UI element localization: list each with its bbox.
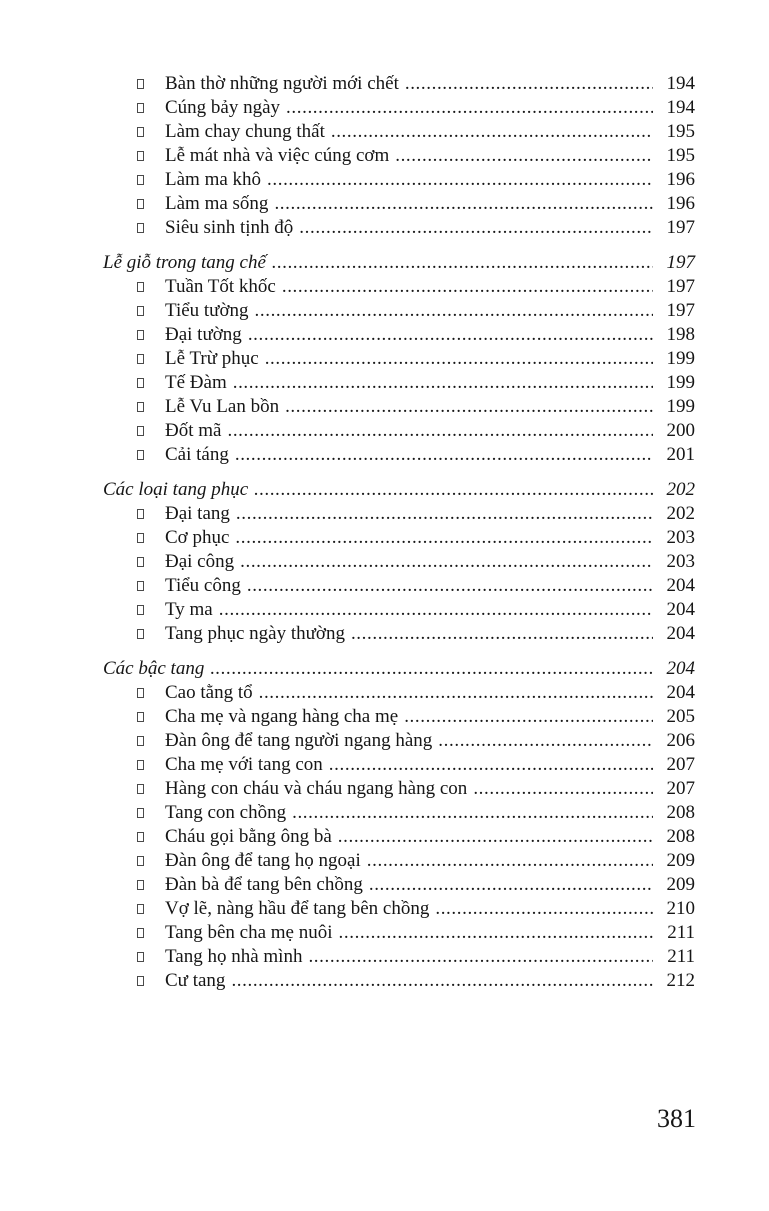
toc-item-row: [103, 921, 695, 945]
toc-item-label: Đàn bà để tang bên chồng: [165, 874, 363, 895]
toc-section-page-number: 197: [666, 252, 695, 273]
toc-item-page-number: 209: [666, 874, 695, 895]
toc-item-row: [103, 395, 695, 419]
toc-item-label: Cúng bảy ngày: [165, 97, 281, 118]
dot-leader: [405, 72, 653, 96]
toc-item-row: [103, 192, 695, 216]
toc-item-label: Đại tang: [165, 503, 230, 524]
toc-item-page-number: 198: [666, 324, 695, 345]
dot-leader: [299, 216, 653, 240]
square-bullet-icon: [137, 557, 144, 567]
toc-item-label: Cư tang: [165, 970, 226, 991]
toc-item-label: Lễ mát nhà và việc cúng cơm: [165, 145, 390, 166]
toc-item-page-number: 194: [666, 73, 695, 94]
dot-leader: [282, 275, 653, 299]
toc-item-row: [103, 897, 695, 921]
toc-item-row: [103, 144, 695, 168]
toc-item-page-number: 194: [666, 97, 695, 118]
toc-item-row: [103, 574, 695, 598]
toc-item-page-number: 195: [666, 121, 695, 142]
toc-item-row: [103, 681, 695, 705]
dot-leader: [235, 443, 653, 467]
toc-item-label: Cháu gọi bằng ông bà: [165, 826, 332, 847]
square-bullet-icon: [137, 103, 144, 113]
toc-item-page-number: 197: [666, 276, 695, 297]
square-bullet-icon: [137, 688, 144, 698]
square-bullet-icon: [137, 856, 144, 866]
toc-item-label: Lễ Vu Lan bồn: [165, 396, 280, 417]
dot-leader: [292, 801, 653, 825]
dot-leader: [255, 299, 653, 323]
toc-item-page-number: 208: [666, 826, 695, 847]
toc-item-row: [103, 419, 695, 443]
toc-list: [103, 72, 695, 993]
toc-item-page-number: 208: [666, 802, 695, 823]
toc-item-row: [103, 526, 695, 550]
square-bullet-icon: [137, 952, 144, 962]
toc-item-page-number: 206: [666, 730, 695, 751]
toc-item-label: Đốt mã: [165, 420, 222, 441]
toc-item-row: [103, 120, 695, 144]
toc-item-page-number: 202: [666, 503, 695, 524]
dot-leader: [404, 705, 653, 729]
toc-section-title: Lễ giỗ trong tang chế: [103, 252, 266, 273]
toc-item-label: Tuần Tốt khốc: [165, 276, 276, 297]
toc-item-page-number: 207: [666, 754, 695, 775]
toc-item-page-number: 207: [666, 778, 695, 799]
square-bullet-icon: [137, 354, 144, 364]
toc-item-page-number: 210: [666, 898, 695, 919]
square-bullet-icon: [137, 402, 144, 412]
toc-item-label: Làm ma khô: [165, 169, 262, 190]
toc-item-page-number: 209: [666, 850, 695, 871]
toc-item-page-number: 204: [666, 682, 695, 703]
toc-item-label: Làm chay chung thất: [165, 121, 325, 142]
toc-item-page-number: 211: [667, 922, 695, 943]
square-bullet-icon: [137, 175, 144, 185]
toc-item-row: [103, 299, 695, 323]
square-bullet-icon: [137, 199, 144, 209]
toc-item-label: Cao tằng tổ: [165, 682, 253, 703]
toc-item-page-number: 199: [666, 396, 695, 417]
toc-item-page-number: 204: [666, 623, 695, 644]
dot-leader: [254, 478, 653, 502]
toc-item-row: [103, 777, 695, 801]
square-bullet-icon: [137, 378, 144, 388]
page-number: 381: [657, 1104, 696, 1133]
toc-item-page-number: 196: [666, 169, 695, 190]
dot-leader: [339, 921, 653, 945]
toc-item-label: Cha mẹ với tang con: [165, 754, 323, 775]
toc-item-page-number: 204: [666, 599, 695, 620]
toc-item-label: Tiểu tường: [165, 300, 249, 321]
toc-item-row: [103, 729, 695, 753]
toc-item-label: Làm ma sống: [165, 193, 269, 214]
toc-item-row: [103, 371, 695, 395]
toc-item-page-number: 203: [666, 527, 695, 548]
square-bullet-icon: [137, 976, 144, 986]
dot-leader: [331, 120, 653, 144]
square-bullet-icon: [137, 223, 144, 233]
toc-item-row: [103, 825, 695, 849]
dot-leader: [286, 96, 653, 120]
dot-leader: [259, 681, 653, 705]
square-bullet-icon: [137, 784, 144, 794]
toc-item-page-number: 205: [666, 706, 695, 727]
toc-item-row: [103, 753, 695, 777]
square-bullet-icon: [137, 832, 144, 842]
toc-item-row: [103, 969, 695, 993]
dot-leader: [308, 945, 653, 969]
toc-section-page-number: 202: [666, 479, 695, 500]
toc-item-label: Tế Đàm: [165, 372, 227, 393]
square-bullet-icon: [137, 808, 144, 818]
dot-leader: [272, 251, 653, 275]
square-bullet-icon: [137, 127, 144, 137]
toc-item-label: Tang bên cha mẹ nuôi: [165, 922, 333, 943]
toc-item-row: [103, 347, 695, 371]
dot-leader: [240, 550, 653, 574]
square-bullet-icon: [137, 712, 144, 722]
toc-item-page-number: 211: [667, 946, 695, 967]
square-bullet-icon: [137, 151, 144, 161]
dot-leader: [338, 825, 653, 849]
toc-item-page-number: 201: [666, 444, 695, 465]
square-bullet-icon: [137, 904, 144, 914]
square-bullet-icon: [137, 581, 144, 591]
toc-item-label: Vợ lẽ, nàng hầu để tang bên chồng: [165, 898, 430, 919]
toc-item-label: Đàn ông để tang người ngang hàng: [165, 730, 433, 751]
toc-item-label: Hàng con cháu và cháu ngang hàng con: [165, 778, 468, 799]
toc-section-title: Các loại tang phục: [103, 479, 249, 500]
dot-leader: [329, 753, 653, 777]
square-bullet-icon: [137, 533, 144, 543]
dot-leader: [367, 849, 653, 873]
dot-leader: [395, 144, 653, 168]
toc-section-page-number: 204: [666, 658, 695, 679]
square-bullet-icon: [137, 605, 144, 615]
square-bullet-icon: [137, 736, 144, 746]
dot-leader: [274, 192, 653, 216]
toc-item-label: Đại tường: [165, 324, 242, 345]
toc-item-row: [103, 275, 695, 299]
dot-leader: [219, 598, 653, 622]
dot-leader: [233, 371, 653, 395]
toc-item-label: Siêu sinh tịnh độ: [165, 217, 294, 238]
square-bullet-icon: [137, 79, 144, 89]
toc-item-row: [103, 443, 695, 467]
square-bullet-icon: [137, 629, 144, 639]
square-bullet-icon: [137, 306, 144, 316]
dot-leader: [248, 323, 653, 347]
dot-leader: [435, 897, 653, 921]
toc-item-row: [103, 168, 695, 192]
square-bullet-icon: [137, 282, 144, 292]
square-bullet-icon: [137, 426, 144, 436]
square-bullet-icon: [137, 450, 144, 460]
toc-item-page-number: 203: [666, 551, 695, 572]
square-bullet-icon: [137, 928, 144, 938]
toc-item-label: Tang họ nhà mình: [165, 946, 303, 967]
dot-leader: [235, 526, 653, 550]
toc-item-label: Đại công: [165, 551, 235, 572]
dot-leader: [285, 395, 653, 419]
toc-item-row: [103, 622, 695, 646]
toc-item-page-number: 212: [666, 970, 695, 991]
square-bullet-icon: [137, 509, 144, 519]
dot-leader: [438, 729, 653, 753]
toc-item-label: Tang con chồng: [165, 802, 287, 823]
toc-item-label: Ty ma: [165, 599, 213, 620]
dot-leader: [473, 777, 653, 801]
toc-item-row: [103, 323, 695, 347]
toc-item-row: [103, 550, 695, 574]
toc-item-row: [103, 849, 695, 873]
square-bullet-icon: [137, 880, 144, 890]
dot-leader: [369, 873, 653, 897]
toc-item-page-number: 195: [666, 145, 695, 166]
toc-section-heading-row: [103, 657, 695, 681]
dot-leader: [210, 657, 653, 681]
dot-leader: [267, 168, 653, 192]
toc-item-row: [103, 96, 695, 120]
toc-item-row: [103, 598, 695, 622]
toc-item-row: [103, 72, 695, 96]
toc-item-row: [103, 873, 695, 897]
toc-item-label: Đàn ông để tang họ ngoại: [165, 850, 361, 871]
square-bullet-icon: [137, 760, 144, 770]
toc-item-page-number: 199: [666, 372, 695, 393]
dot-leader: [247, 574, 653, 598]
toc-section-heading-row: [103, 478, 695, 502]
toc-item-label: Cơ phục: [165, 527, 230, 548]
toc-item-row: [103, 801, 695, 825]
dot-leader: [231, 969, 653, 993]
dot-leader: [236, 502, 653, 526]
square-bullet-icon: [137, 330, 144, 340]
toc-item-row: [103, 945, 695, 969]
toc-item-row: [103, 502, 695, 526]
toc-item-label: Lễ Trừ phục: [165, 348, 259, 369]
toc-item-label: Bàn thờ những người mới chết: [165, 73, 399, 94]
toc-section-title: Các bậc tang: [103, 658, 205, 679]
dot-leader: [351, 622, 653, 646]
toc-item-page-number: 200: [666, 420, 695, 441]
toc-item-label: Cải táng: [165, 444, 229, 465]
toc-item-label: Cha mẹ và ngang hàng cha mẹ: [165, 706, 399, 727]
toc-item-label: Tang phục ngày thường: [165, 623, 345, 644]
toc-item-page-number: 196: [666, 193, 695, 214]
toc-item-row: [103, 216, 695, 240]
toc-item-page-number: 197: [666, 217, 695, 238]
toc-item-page-number: 204: [666, 575, 695, 596]
dot-leader: [227, 419, 653, 443]
toc-section-heading-row: [103, 251, 695, 275]
toc-item-row: [103, 705, 695, 729]
toc-item-label: Tiểu công: [165, 575, 241, 596]
toc-item-page-number: 197: [666, 300, 695, 321]
toc-item-page-number: 199: [666, 348, 695, 369]
dot-leader: [265, 347, 653, 371]
